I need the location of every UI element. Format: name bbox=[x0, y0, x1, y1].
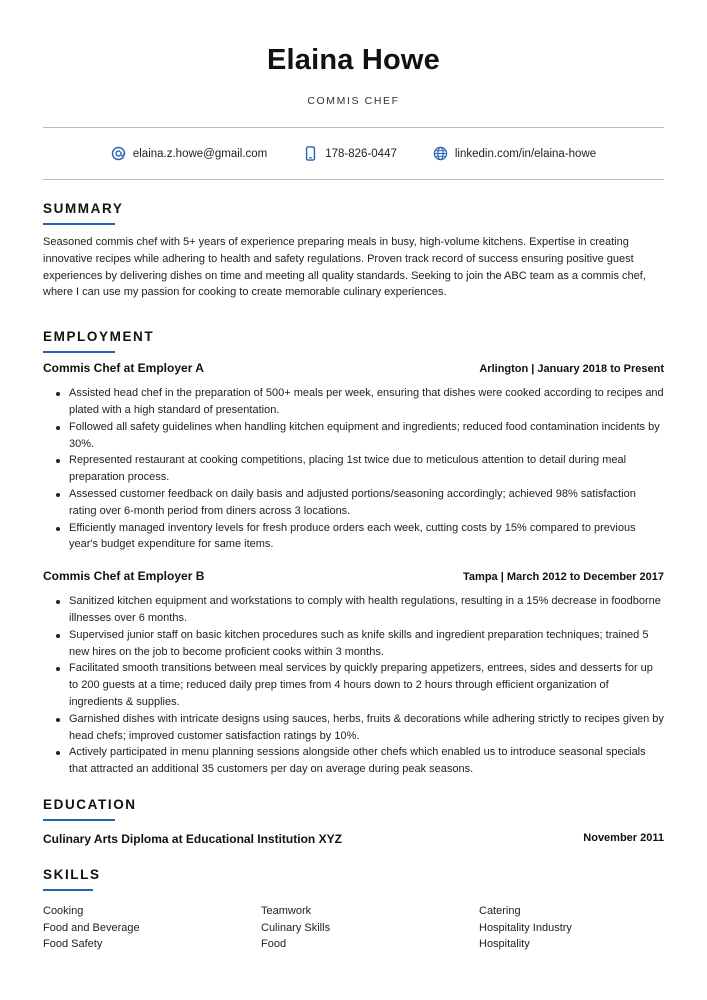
contact-phone[interactable] bbox=[303, 146, 397, 161]
skills-grid bbox=[43, 903, 664, 953]
phone-icon bbox=[303, 146, 318, 161]
bullet-item: Supervised junior staff on basic kitchen procedures such as knife skills and ingredient preparation techniques; trained 5 new hires on the job to become proficient cooks within 3 months. bbox=[43, 627, 664, 661]
divider bbox=[43, 179, 664, 180]
skills-section bbox=[43, 866, 664, 953]
heading-underline bbox=[43, 351, 115, 353]
education-section bbox=[43, 796, 664, 846]
heading-underline bbox=[43, 889, 93, 891]
skill-item: Hospitality bbox=[479, 938, 530, 951]
candidate-name: Elaina Howe bbox=[266, 44, 441, 76]
heading-underline bbox=[43, 223, 115, 225]
skill-item: Teamwork bbox=[261, 904, 312, 917]
job-title-heading: COMMIS CHEF bbox=[307, 95, 400, 107]
section-heading: EMPLOYMENT bbox=[43, 329, 155, 345]
at-icon bbox=[111, 146, 126, 161]
skill-item: Food bbox=[261, 938, 287, 951]
globe-icon bbox=[433, 146, 448, 161]
job-bullets bbox=[43, 385, 664, 553]
skill-item: Catering bbox=[479, 904, 521, 917]
bullet-item: Sanitized kitchen equipment and workstations to comply with health regulations, resulting in a 15% decrease in foodborne illnesses over 6 months. bbox=[43, 593, 664, 627]
heading-underline bbox=[43, 819, 115, 821]
skill-item: Culinary Skills bbox=[261, 921, 331, 934]
summary-text: Seasoned commis chef with 5+ years of experience preparing meals in busy, high-volume kitchens. Expertise in creating innovative recipes while adhering to health and safety regulations. Proven track record of success ensuring positive guest experiences by delivering dishes on time and meeting all quality standards. Seeking to join the ABC team as a commis chef, where I can use my passion for cooking to create memorable culinary experiences. bbox=[43, 236, 646, 299]
section-heading: EDUCATION bbox=[43, 796, 137, 812]
skill-item: Hospitality Industry bbox=[479, 921, 572, 934]
bullet-item: Facilitated smooth transitions between meal services by quickly preparing appetizers, entrees, sides and desserts for up to 200 guests at a time; reduced daily prep times from 4 hours down to 2 hours through efficient organization of ingredients & supplies. bbox=[43, 660, 664, 710]
bullet-item: Represented restaurant at cooking competitions, placing 1st twice due to meticulous attention to detail during meal preparation process. bbox=[43, 452, 664, 486]
employment-section bbox=[43, 328, 664, 778]
job-entry bbox=[43, 569, 664, 778]
job-entry bbox=[43, 361, 664, 553]
job-title: Commis Chef at Employer B bbox=[43, 569, 205, 584]
phone-text: 178-826-0447 bbox=[325, 147, 397, 160]
skill-item: Cooking bbox=[43, 904, 84, 917]
education-date: November 2011 bbox=[583, 831, 664, 844]
bullet-item: Assessed customer feedback on daily basis and adjusted portions/seasoning accordingly; achieved 98% satisfaction rating over 6-month period from diners across 3 locations. bbox=[43, 486, 664, 520]
linkedin-text: linkedin.com/in/elaina-howe bbox=[454, 147, 597, 160]
contact-bar bbox=[43, 128, 664, 179]
section-heading: SKILLS bbox=[43, 866, 101, 882]
summary-section bbox=[43, 200, 664, 301]
skill-item: Food and Beverage bbox=[43, 921, 140, 934]
contact-linkedin[interactable] bbox=[433, 146, 596, 161]
contact-email[interactable] bbox=[111, 146, 267, 161]
section-heading: SUMMARY bbox=[43, 201, 124, 216]
degree-title: Culinary Arts Diploma at Educational Institution XYZ bbox=[43, 831, 342, 846]
bullet-item: Assisted head chef in the preparation of 500+ meals per week, ensuring that dishes were cooked according to recipes and plated with a high standard of presentation. bbox=[43, 385, 664, 419]
bullet-item: Actively participated in menu planning sessions alongside other chefs which enabled us to introduce seasonal specials that attracted an additional 35 customers per day on average during peak seasons. bbox=[43, 744, 664, 778]
bullet-item: Efficiently managed inventory levels for fresh produce orders each week, cutting costs by 15% compared to previous year's budget expenditure for same items. bbox=[43, 520, 664, 554]
job-bullets bbox=[43, 593, 664, 778]
email-text: elaina.z.howe@gmail.com bbox=[132, 147, 268, 160]
job-title: Commis Chef at Employer A bbox=[43, 361, 204, 376]
bullet-item: Followed all safety guidelines when handling kitchen equipment and ingredients; reduced food contamination incidents by 30%. bbox=[43, 419, 664, 453]
job-location-dates: Arlington | January 2018 to Present bbox=[479, 363, 664, 376]
skill-item: Food Safety bbox=[43, 938, 103, 951]
job-location-dates: Tampa | March 2012 to December 2017 bbox=[463, 571, 664, 584]
bullet-item: Garnished dishes with intricate designs using sauces, herbs, fruits & decorations while adhering strictly to recipes given by head chefs; improved customer satisfaction ratings by 10%. bbox=[43, 711, 664, 745]
